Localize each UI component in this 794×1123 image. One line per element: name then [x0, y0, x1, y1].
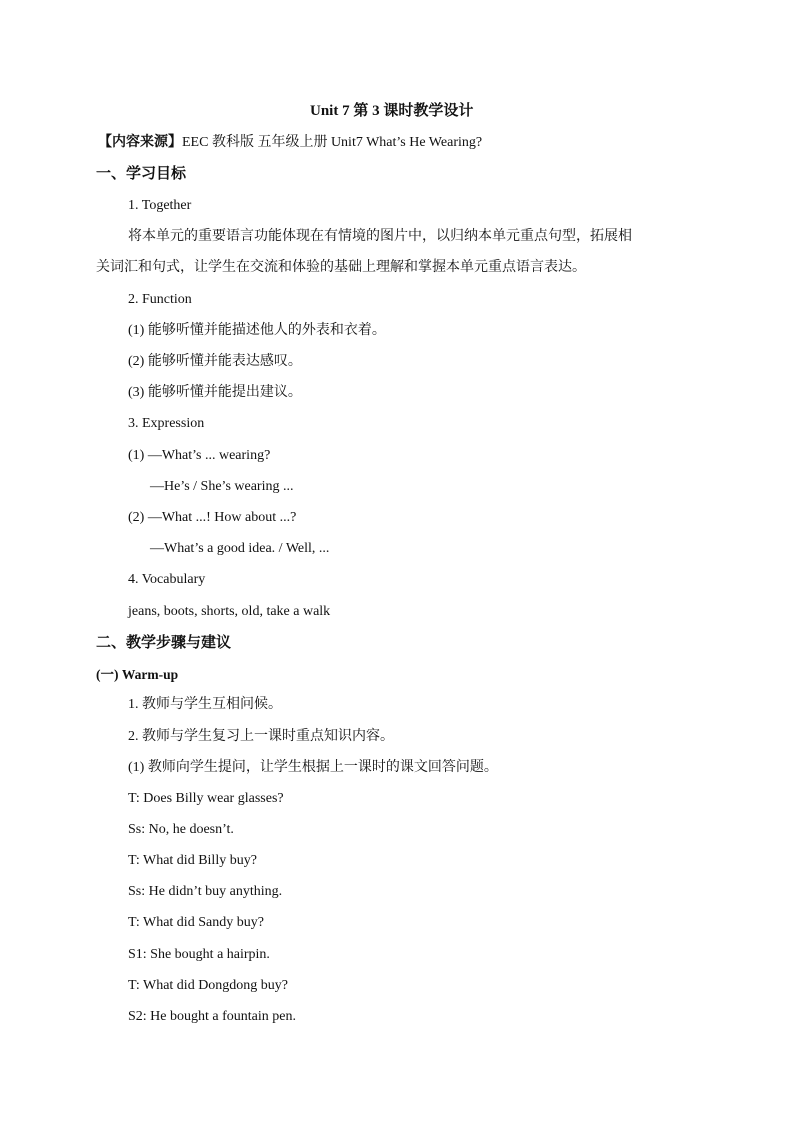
- expression-line: —He’s / She’s wearing ...: [150, 479, 294, 494]
- dialogue-line: Ss: No, he doesn’t.: [128, 822, 234, 837]
- warmup-label: (一) Warm-up: [96, 667, 179, 682]
- dialogue-line: Ss: He didn’t buy anything.: [128, 884, 283, 899]
- content-source-label: 【内容来源】: [98, 135, 182, 150]
- function-label: 2. Function: [128, 292, 192, 307]
- function-item: (2) 能够听懂并能表达感叹。: [128, 354, 302, 369]
- dialogue-line: T: Does Billy wear glasses?: [128, 791, 284, 806]
- document-title: Unit 7 第 3 课时教学设计: [310, 103, 474, 119]
- dialogue-line: S2: He bought a fountain pen.: [128, 1009, 296, 1024]
- together-paragraph-line-2: 关词汇和句式，让学生在交流和体验的基础上理解和掌握本单元重点语言表达。: [96, 260, 586, 275]
- function-item: (1) 能够听懂并能描述他人的外表和衣着。: [128, 323, 386, 338]
- function-item: (3) 能够听懂并能提出建议。: [128, 385, 302, 400]
- together-paragraph-line-1: 将本单元的重要语言功能体现在有情境的图片中，以归纳本单元重点句型，拓展相: [128, 229, 632, 244]
- content-source-line: [98, 133, 482, 153]
- section-heading-steps: 二、教学步骤与建议: [96, 635, 232, 651]
- dialogue-line: T: What did Dongdong buy?: [128, 978, 289, 993]
- dialogue-line: S1: She bought a hairpin.: [128, 947, 270, 962]
- vocabulary-text: jeans, boots, shorts, old, take a walk: [128, 604, 331, 619]
- step-item: 2. 教师与学生复习上一课时重点知识内容。: [128, 729, 394, 744]
- step-item: 1. 教师与学生互相问候。: [128, 697, 282, 712]
- together-label: 1. Together: [128, 198, 192, 213]
- step-item: (1) 教师向学生提问，让学生根据上一课时的课文回答问题。: [128, 760, 498, 775]
- dialogue-line: T: What did Billy buy?: [128, 853, 257, 868]
- dialogue-line: T: What did Sandy buy?: [128, 915, 264, 930]
- section-heading-objectives: 一、学习目标: [96, 166, 187, 182]
- expression-line: (2) —What ...! How about ...?: [128, 510, 297, 525]
- expression-line: —What’s a good idea. / Well, ...: [150, 541, 330, 556]
- expression-line: (1) —What’s ... wearing?: [128, 448, 271, 463]
- expression-label: 3. Expression: [128, 416, 205, 431]
- vocabulary-label: 4. Vocabulary: [128, 572, 206, 587]
- content-source-text: EEC 教科版 五年级上册 Unit7 What’s He Wearing?: [182, 135, 483, 150]
